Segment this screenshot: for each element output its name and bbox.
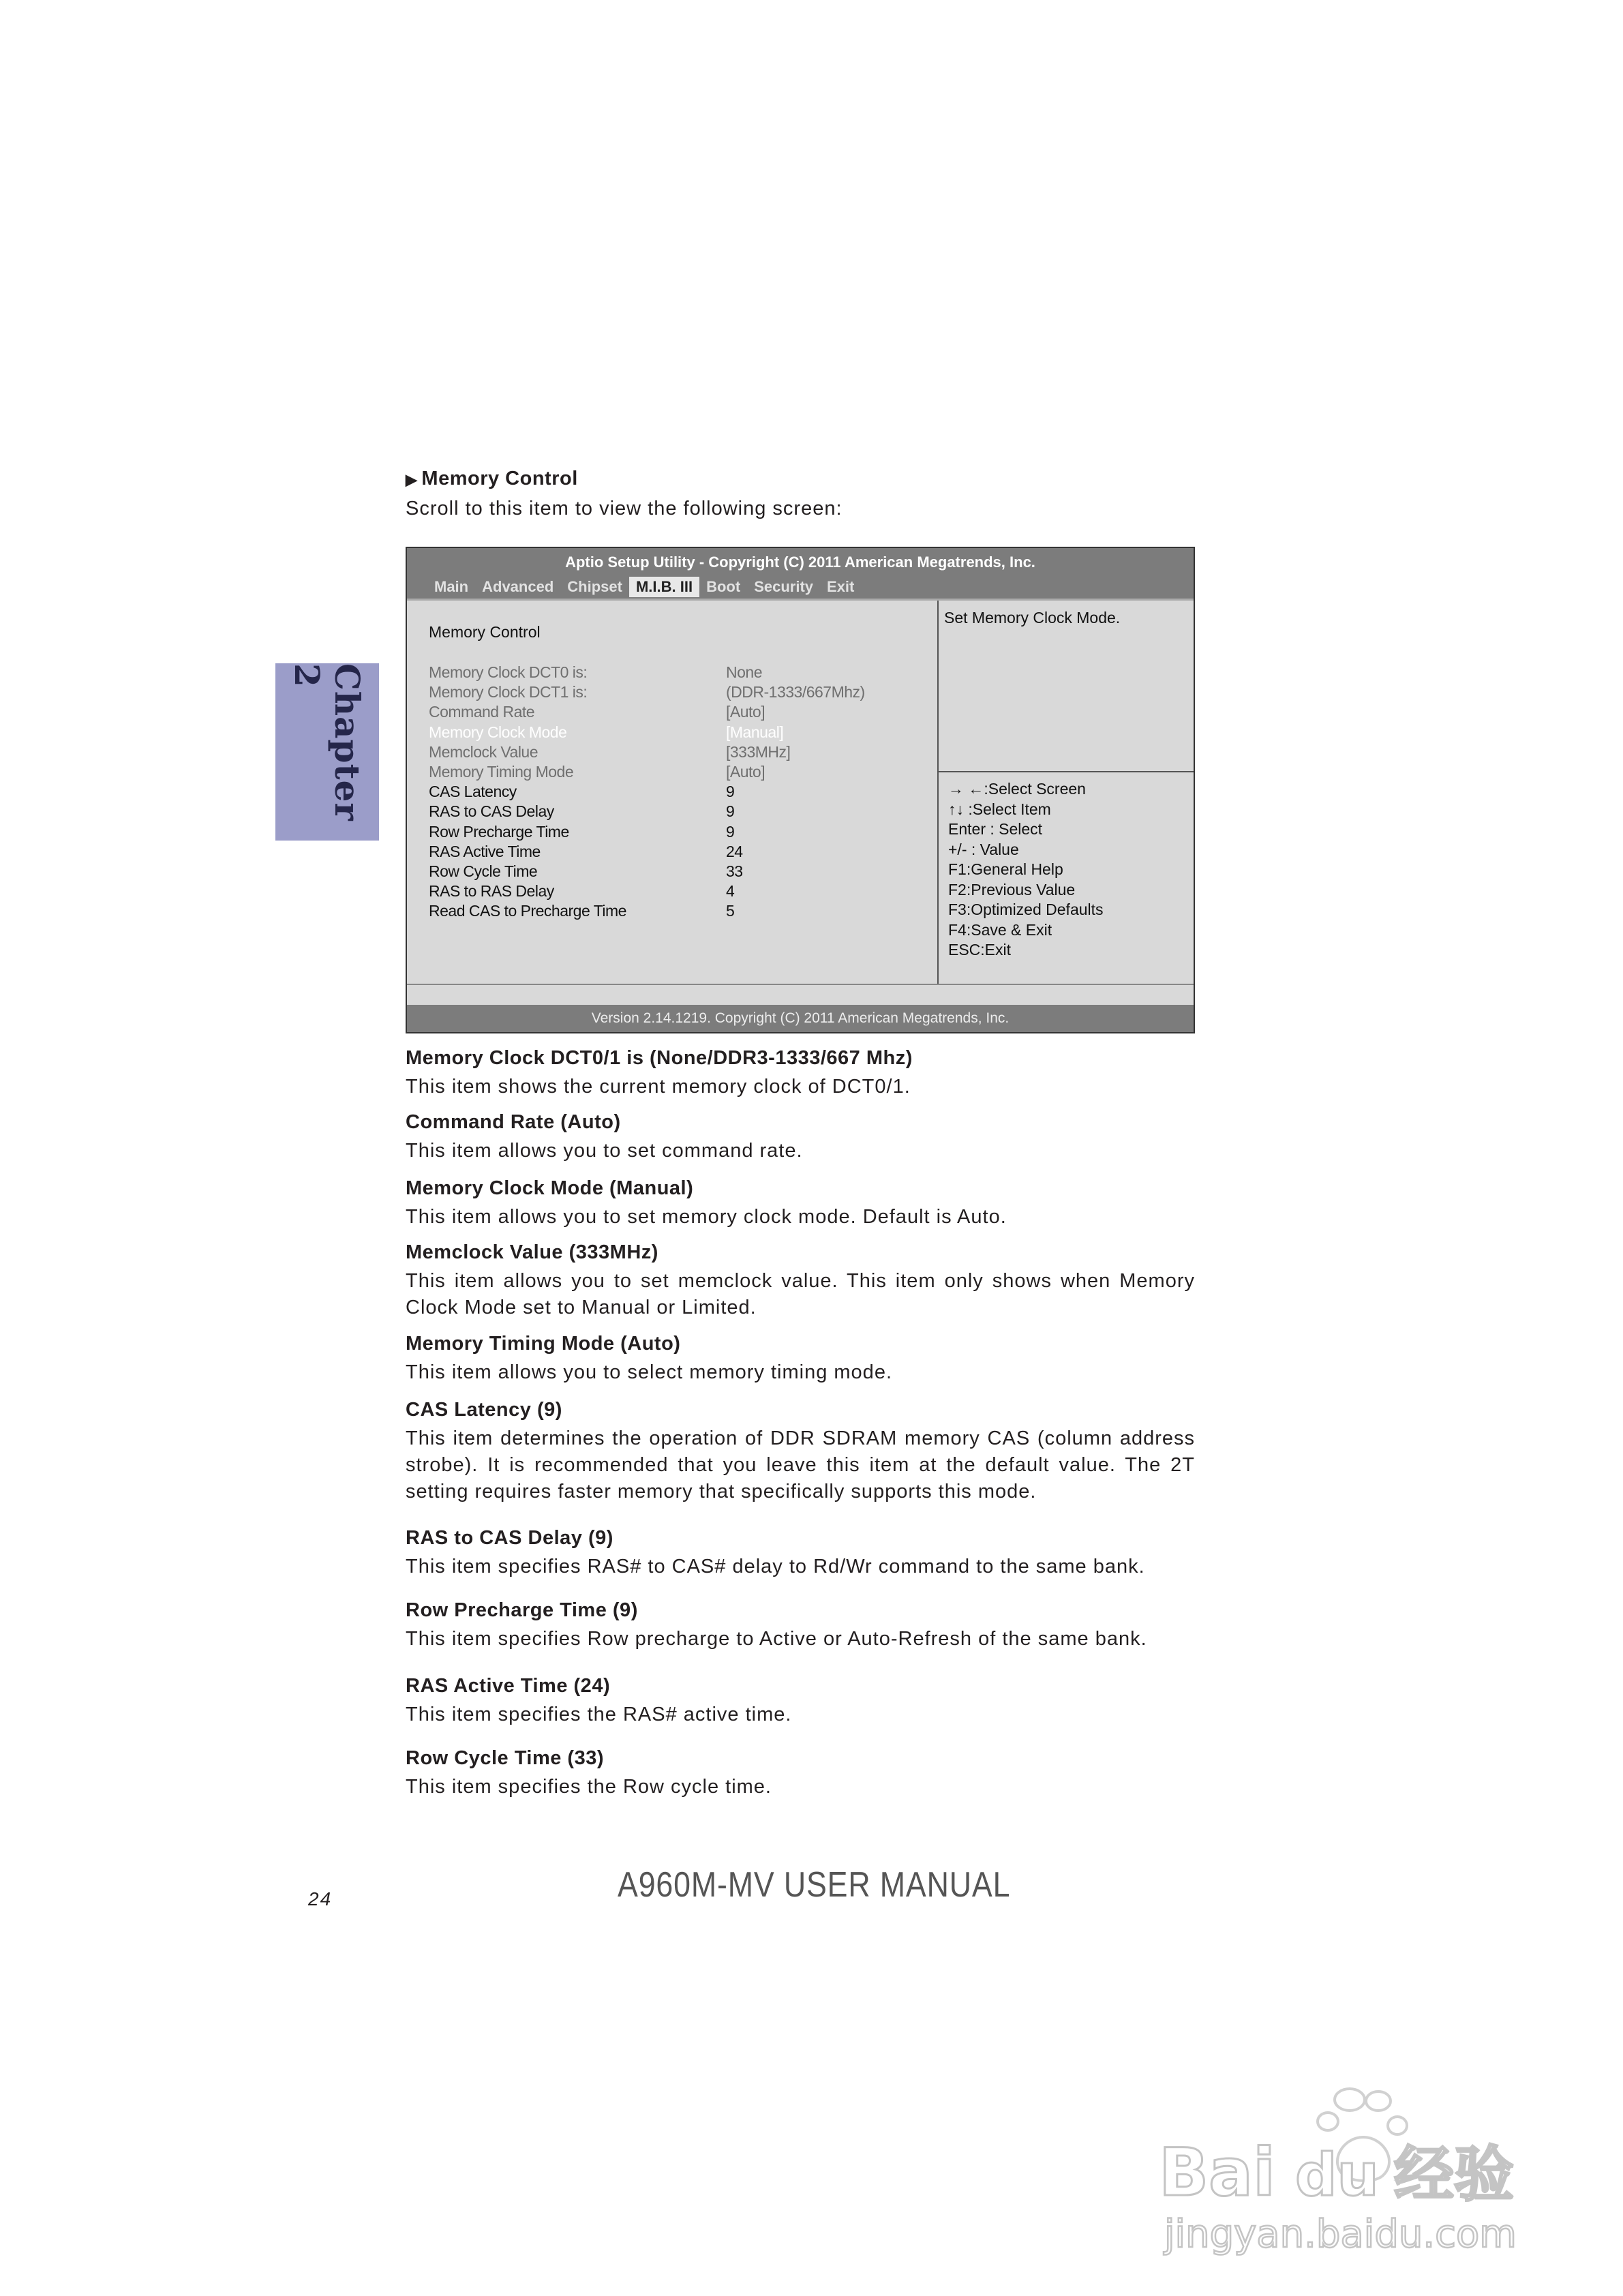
item-ras-to-cas-delay xyxy=(406,1527,1195,1580)
item-row-cycle-time xyxy=(406,1747,1195,1800)
setting-value[interactable]: 33 xyxy=(726,862,743,881)
bios-tab-mib[interactable]: M.I.B. III xyxy=(629,577,699,597)
item-desc: This item allows you to select memory timing mode. xyxy=(406,1361,892,1383)
item-title: Memclock Value (333MHz) xyxy=(406,1241,658,1263)
key-enter: Enter : Select xyxy=(948,820,1043,838)
item-desc: This item specifies the RAS# active time. xyxy=(406,1704,792,1725)
item-memory-clock-mode xyxy=(406,1177,1195,1230)
setting-label: Read CAS to Precharge Time xyxy=(429,902,626,920)
section-title: Memory Control xyxy=(421,468,578,489)
bios-tab-boot[interactable]: Boot xyxy=(706,578,741,595)
setting-label: RAS to CAS Delay xyxy=(429,802,554,821)
key-f1: F1:General Help xyxy=(948,860,1063,878)
bios-tab-exit[interactable]: Exit xyxy=(827,578,855,595)
item-desc: This item specifies Row precharge to Active or Auto-Refresh of the same bank. xyxy=(406,1628,1147,1650)
item-title: Memory Clock DCT0/1 is (None/DDR3-1333/667 Mhz) xyxy=(406,1047,913,1069)
setting-row-memory-timing-mode[interactable] xyxy=(429,762,920,782)
item-desc: This item allows you to set memory clock mode. Default is Auto. xyxy=(406,1206,1007,1228)
setting-value[interactable]: [Auto] xyxy=(726,763,765,781)
key-esc: ESC:Exit xyxy=(948,941,1012,958)
item-ras-active-time xyxy=(406,1675,1195,1728)
watermark-brand: Bai xyxy=(1159,2134,1275,2211)
setting-label: RAS Active Time xyxy=(429,842,541,860)
setting-value[interactable]: 9 xyxy=(726,783,735,801)
item-title: CAS Latency (9) xyxy=(406,1399,562,1421)
item-desc: This item shows the current memory clock of DCT0/1. xyxy=(406,1076,911,1098)
item-title: Memory Timing Mode (Auto) xyxy=(406,1333,681,1355)
setting-row-cas-latency[interactable] xyxy=(429,782,920,802)
item-desc: This item specifies RAS# to CAS# delay to Rd/Wr command to the same bank. xyxy=(406,1556,1145,1577)
bios-tab-chipset[interactable]: Chipset xyxy=(567,578,622,595)
page-number: 24 xyxy=(308,1888,333,1909)
setting-value[interactable]: 9 xyxy=(726,822,735,841)
setting-row-memory-clock-dct1 xyxy=(429,682,920,702)
watermark-brand2: du xyxy=(1295,2141,1379,2209)
setting-label: Memory Clock DCT0 is: xyxy=(429,663,588,681)
item-memory-timing-mode xyxy=(406,1333,1195,1386)
bios-tab-security[interactable]: Security xyxy=(754,578,814,595)
item-title: RAS Active Time (24) xyxy=(406,1675,611,1697)
divider xyxy=(407,984,1194,985)
setting-label: Memory Clock Mode xyxy=(429,723,567,741)
setting-row-memclock-value[interactable] xyxy=(429,742,920,762)
item-desc: This item determines the operation of DDR SDRAM memory CAS (column address strobe). It is recommended that you leave this item at the default value. The 2T setting requires faster memory that specifically supports this mode. xyxy=(406,1428,1195,1502)
setting-value[interactable]: [Manual] xyxy=(726,723,784,741)
key-legend xyxy=(948,779,1104,961)
setting-row-row-cycle-time[interactable] xyxy=(429,862,920,881)
bios-header xyxy=(407,548,1194,599)
setting-row-command-rate[interactable] xyxy=(429,702,920,722)
setting-row-ras-to-cas-delay[interactable] xyxy=(429,802,920,821)
section-heading xyxy=(406,468,578,490)
item-desc: This item specifies the Row cycle time. xyxy=(406,1776,772,1798)
bios-screen xyxy=(406,547,1195,1033)
item-row-precharge-time xyxy=(406,1599,1195,1652)
setting-label: Command Rate xyxy=(429,703,535,721)
bios-help-panel xyxy=(939,601,1194,984)
chapter-tab xyxy=(275,663,379,841)
item-command-rate xyxy=(406,1111,1195,1164)
setting-value[interactable]: 5 xyxy=(726,902,735,920)
key-f4: F4:Save & Exit xyxy=(948,920,1052,939)
setting-value: None xyxy=(726,663,762,681)
setting-row-row-precharge-time[interactable] xyxy=(429,822,920,842)
setting-row-ras-to-ras-delay[interactable] xyxy=(429,881,920,901)
setting-label: CAS Latency xyxy=(429,783,517,801)
section-intro: Scroll to this item to view the following screen: xyxy=(406,498,843,519)
chapter-tab-label: Chapter 2 xyxy=(287,663,367,821)
setting-label: Row Precharge Time xyxy=(429,822,569,841)
setting-row-memory-clock-mode[interactable] xyxy=(429,723,920,742)
setting-row-read-cas-to-precharge[interactable] xyxy=(429,901,920,921)
item-memclock-value xyxy=(406,1241,1195,1321)
item-desc: This item allows you to set command rate. xyxy=(406,1140,803,1162)
item-title: Memory Clock Mode (Manual) xyxy=(406,1177,694,1199)
key-value: +/- : Value xyxy=(948,840,1019,858)
setting-label: Row Cycle Time xyxy=(429,862,538,881)
bios-settings-panel xyxy=(407,601,939,984)
baidu-watermark-logo xyxy=(1159,2072,1541,2263)
bios-footer: Version 2.14.1219. Copyright (C) 2011 American Megatrends, Inc. xyxy=(407,1005,1194,1032)
key-select-screen: → ←:Select Screen xyxy=(948,780,1086,798)
bios-tab-main[interactable]: Main xyxy=(434,578,469,595)
triangle-bullet-icon: ▶ xyxy=(406,471,418,488)
bios-title: Aptio Setup Utility - Copyright (C) 2011 American Megatrends, Inc. xyxy=(565,554,1035,571)
item-desc: This item allows you to set memclock value. This item only shows when Memory Clock Mode set to Manual or Limited. xyxy=(406,1270,1195,1318)
item-cas-latency xyxy=(406,1399,1195,1505)
key-f2: F2:Previous Value xyxy=(948,880,1076,898)
item-title: RAS to CAS Delay (9) xyxy=(406,1527,613,1549)
setting-label: Memory Timing Mode xyxy=(429,763,574,781)
setting-value[interactable]: 9 xyxy=(726,802,735,821)
setting-row-ras-active-time[interactable] xyxy=(429,842,920,862)
watermark-cn: 经验 xyxy=(1394,2139,1515,2209)
setting-label: RAS to RAS Delay xyxy=(429,882,554,901)
bios-tab-advanced[interactable]: Advanced xyxy=(482,578,554,595)
key-f3: F3:Optimized Defaults xyxy=(948,901,1104,918)
item-title: Row Precharge Time (9) xyxy=(406,1599,638,1621)
bios-tab-bar xyxy=(427,577,861,597)
bios-panel-heading: Memory Control xyxy=(429,623,541,641)
help-text: Set Memory Clock Mode. xyxy=(944,609,1121,626)
manual-title: A960M-MV USER MANUAL xyxy=(618,1865,1011,1905)
item-title: Command Rate (Auto) xyxy=(406,1111,621,1133)
setting-value[interactable]: [333MHz] xyxy=(726,742,791,761)
setting-row-memory-clock-dct0 xyxy=(429,663,920,682)
setting-label: Memclock Value xyxy=(429,742,539,761)
setting-value: (DDR-1333/667Mhz) xyxy=(726,683,865,701)
setting-value[interactable]: 4 xyxy=(726,882,735,901)
bios-settings-list xyxy=(429,663,920,922)
setting-label: Memory Clock DCT1 is: xyxy=(429,683,588,701)
key-select-item: ↑↓ :Select Item xyxy=(948,800,1051,818)
setting-value[interactable]: 24 xyxy=(726,842,743,860)
item-title: Row Cycle Time (33) xyxy=(406,1747,605,1769)
setting-value[interactable]: [Auto] xyxy=(726,703,765,721)
help-box xyxy=(939,601,1194,772)
watermark-url: jingyan.baidu.com xyxy=(1164,2212,1517,2256)
item-memory-clock-dct xyxy=(406,1047,1195,1100)
